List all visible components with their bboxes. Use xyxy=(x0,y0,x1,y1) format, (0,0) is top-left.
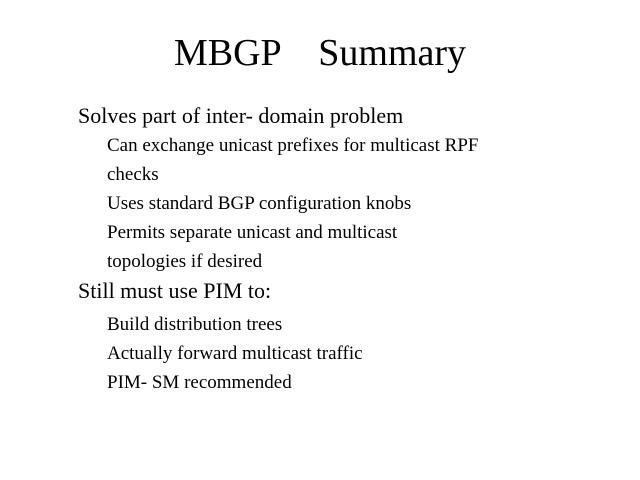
sub-bullet: Build distribution trees xyxy=(107,314,283,335)
sub-bullet: topologies if desired xyxy=(107,251,263,272)
sub-bullet: Actually forward multicast traffic xyxy=(107,343,363,364)
bullet-list xyxy=(78,101,618,397)
sub-bullet: Can exchange unicast prefixes for multicast RPF xyxy=(107,135,479,156)
sub-bullet: checks xyxy=(107,164,159,185)
bullet-still-must-use-pim: Still must use PIM to: xyxy=(78,278,272,303)
bullet-solves-part: Solves part of inter- domain problem xyxy=(78,103,404,128)
sub-bullet: PIM- SM recommended xyxy=(107,372,292,393)
sub-bullet: Uses standard BGP configuration knobs xyxy=(107,193,412,214)
slide-title: MBGP Summary xyxy=(173,32,467,74)
sub-bullet: Permits separate unicast and multicast xyxy=(107,222,398,243)
